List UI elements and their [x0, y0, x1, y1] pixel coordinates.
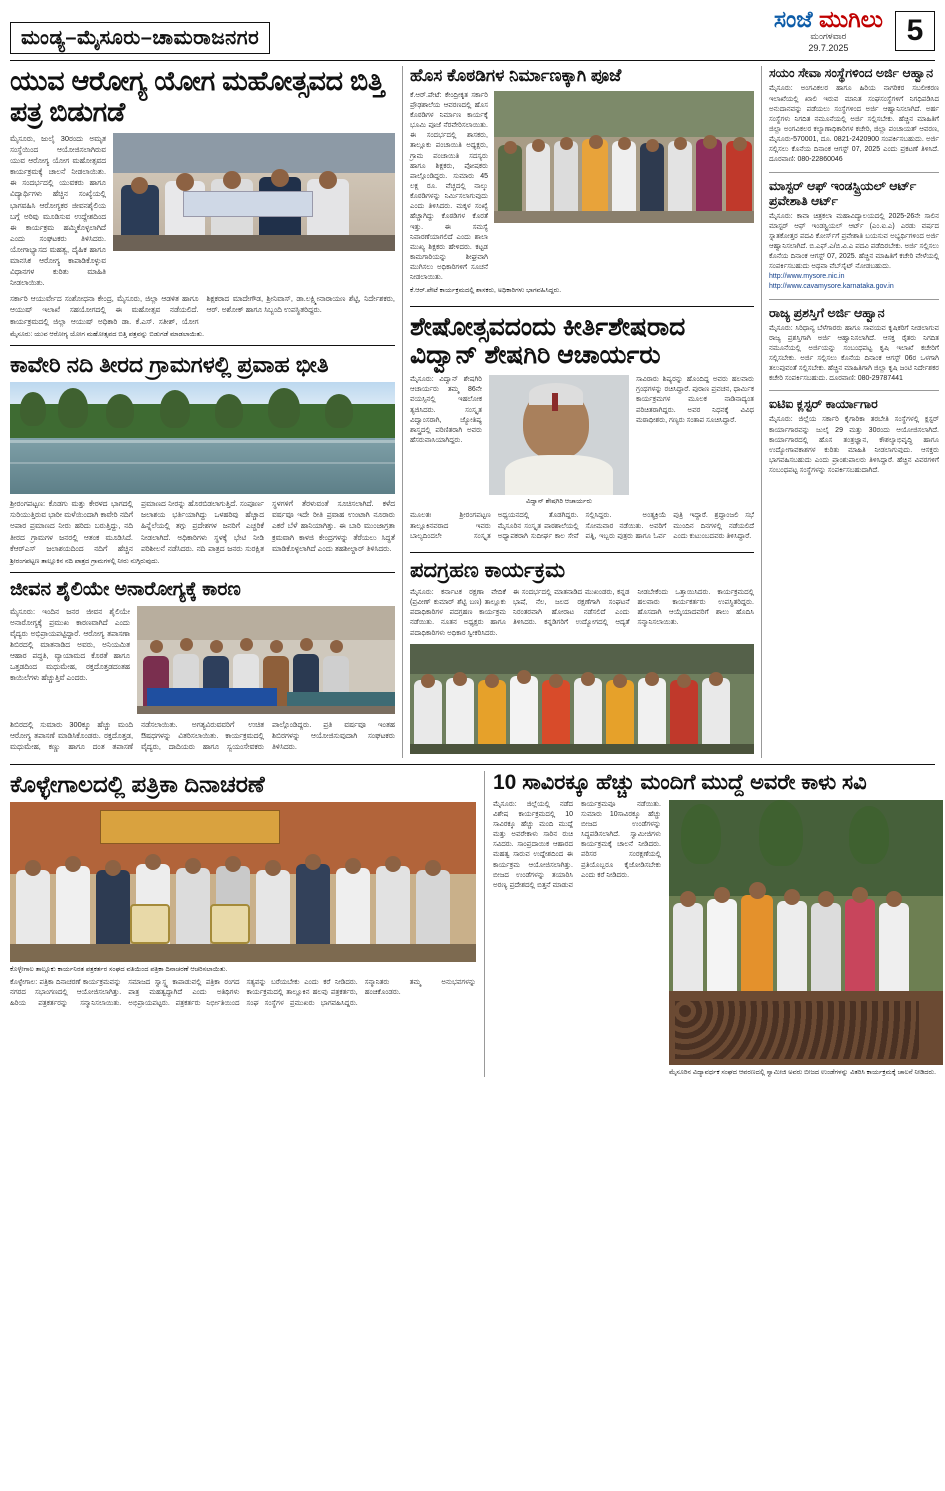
- headline-ngo: ಸಯಂ ಸೇವಾ ಸಂಸ್ಥೆಗಳಿಂದ ಅರ್ಜಿ ಆಹ್ವಾನ: [769, 66, 934, 81]
- article-padagrahana: [410, 559, 754, 754]
- ngo-text: ಮೈಸೂರು: ಅಂಗವಿಕಲರ ಹಾಗೂ ಹಿರಿಯ ನಾಗರಿಕರ ಸಬಲೀಕರಣ ಇಲಾಖೆಯಲ್ಲಿ ಖಾಲಿ ಇರುವ ಮಾನಿತ ಸಂಘಸಂಸ್ಥೆಗಳಿಗೆ ನಿಗಧಿಪಡಿಸಿದ ಅನುದಾನವನ್ನು ಪಡೆಯಲು ಸಂಸ್ಥೆಗಳಿಂದ ಅರ್ಜಿ ಆಹ್ವಾನಿಸಲಾಗಿದೆ. ಅರ್ಹ ಸಂಸ್ಥೆಗಳು ನಿಗದಿತ ನಮೂನೆಯಲ್ಲಿ ಅರ್ಜಿ ಸಲ್ಲಿಸಬೇಕು. ಹೆಚ್ಚಿನ ಮಾಹಿತಿಗೆ ಜಿಲ್ಲಾ ಅಂಗವಿಕಲರ ಕಲ್ಯಾಣಾಧಿಕಾರಿಗಳ ಕಚೇರಿ, ಜಿಲ್ಲಾ ಪಂಚಾಯತ್ ಆವರಣ, ಮೈಸೂರು-570001, ದೂ. 0821-2420900 ಸಂಪರ್ಕಿಸಬಹುದು. ಅರ್ಜಿ ಸಲ್ಲಿಸಲು ಕೊನೆಯ ದಿನಾಂಕ ಆಗಸ್ಟ್ 07, 2025 ಎಂದು ಪ್ರಕಟಣೆ ತಿಳಿಸಿದೆ. ದೂರವಾಣಿ: 080-22860046: [769, 85, 939, 164]
- article-seed-balls: [484, 771, 943, 1077]
- caption-seed-balls: ಮೈಸೂರಿನ ವಿದ್ಯಾವರ್ಧಕ ಸಂಘದ ಆವರಣದಲ್ಲಿ ಸ್ವಾಮೀಜಿ ಅವರು ಬೀಜದ ಉಂಡೆಗಳನ್ನು ವಿತರಿಸಿ ಕಾರ್ಯಕ್ರಮಕ್ಕೆ ಚಾಲನೆ ನೀಡಿದರು.: [669, 1068, 936, 1076]
- headline-padagrahana: ಪದಗ್ರಹಣ ಕಾರ್ಯಕ್ರಮ: [410, 558, 566, 582]
- article-state-award: [769, 306, 939, 385]
- sheshagiri-text-1: ಮೈಸೂರು: ವಿದ್ವಾನ್ ಶೇಷಗಿರಿ ಆಚಾರ್ಯರು ತಮ್ಮ 86ನೇ ವಯಸ್ಸಿನಲ್ಲಿ ಇಹಲೋಕ ತ್ಯಜಿಸಿದರು. ಸಂಸ್ಕೃತ ವಿದ್ವಾಂಸರಾಗಿ, ಜ್ಯೋತಿಷ್ಯ ಶಾಸ್ತ್ರದಲ್ಲಿ ಪರಿಣಿತರಾಗಿ ಅವರು ಹೆಸರುವಾಸಿಯಾಗಿದ್ದರು.: [410, 376, 482, 444]
- headline-mia: ಮಾಸ್ಟರ್ ಆಫ್ ಇಂಡಸ್ಟ್ರಿಯಲ್ ಆರ್ಟ್ ಪ್ರವೇಶಾತಿ ಆರ್ಟ್: [769, 178, 917, 208]
- press-day-text-3: ಕಾರ್ಯಕ್ರಮದಲ್ಲಿ ತಾಲ್ಲೂಕಿನ ಹಲವು ಪತ್ರಕರ್ತರು, ಸಂಘ ಸಂಸ್ಥೆಗಳ ಪ್ರಮುಖರು ಭಾಗವಹಿಸಿದ್ದರು. ಸನ್ಮಾನಿತರು ತಮ್ಮ ಅನುಭವಗಳನ್ನು ಹಂಚಿಕೊಂಡರು.: [246, 979, 476, 1007]
- article-ngo-applications: [769, 66, 939, 165]
- article-lifestyle-health: [10, 579, 395, 752]
- photo-bhoomi-pooja: [494, 91, 754, 223]
- article-kaveri-flood: [10, 352, 395, 566]
- headline-iti: ಐಟಿಐ ಕ್ಲಸ್ಟರ್ ಕಾರ್ಯಾಗಾರ: [769, 397, 878, 412]
- seed-balls-text-1: ಮೈಸೂರು: ಜಿಲ್ಲೆಯಲ್ಲಿ ನಡೆದ ವಿಶೇಷ ಕಾರ್ಯಕ್ರಮದಲ್ಲಿ 10 ಸಾವಿರಕ್ಕೂ ಹೆಚ್ಚು ಮಂದಿ ಮುದ್ದೆ ಮತ್ತು ಅವರೇಕಾಳು ಸಾರಿನ ರುಚಿ ಸವಿದರು. ಸಾಂಪ್ರದಾಯಿಕ ಆಹಾರದ ಮಹತ್ವ ಸಾರುವ ಉದ್ದೇಶದಿಂದ ಈ ಕಾರ್ಯಕ್ರಮ ಆಯೋಜಿಸಲಾಗಿತ್ತು.: [493, 800, 573, 869]
- page-number: 5: [895, 11, 935, 51]
- press-day-text-2: ಸಮಾಜದ ಸ್ವಾಸ್ಥ್ಯ ಕಾಪಾಡುವಲ್ಲಿ ಪತ್ರಿಕಾ ರಂಗದ ಪಾತ್ರ ಮಹತ್ವದ್ದಾಗಿದೆ ಎಂದು ಅತಿಥಿಗಳು ಅಭಿಪ್ರಾಯಪಟ್ಟರು. ಪತ್ರಕರ್ತರು ನಿರ್ಭೀತಿಯಿಂದ ಸತ್ಯವನ್ನು ಬರೆಯಬೇಕು ಎಂದು ಕರೆ ನೀಡಿದರು.: [128, 979, 358, 1007]
- photo-padagrahana-group: [410, 644, 754, 754]
- lifestyle-text-rest: [10, 719, 395, 752]
- lifestyle-text-2: ಶಿಬಿರದಲ್ಲಿ ಸುಮಾರು 300ಕ್ಕೂ ಹೆಚ್ಚು ಮಂದಿ ಆರೋಗ್ಯ ತಪಾಸಣೆ ಮಾಡಿಸಿಕೊಂಡರು. ರಕ್ತದೊತ್ತಡ, ಮಧುಮೇಹ, ಕಣ್ಣು ಹಾಗೂ ದಂತ ತಪಾಸಣೆ ನಡೆಸಲಾಯಿತು. ಅಗತ್ಯವಿರುವವರಿಗೆ ಉಚಿತ ಔಷಧಗಳನ್ನು ವಿತರಿಸಲಾಯಿತು.: [10, 719, 264, 752]
- mia-text: ಮೈಸೂರು: ಕಾವಾ ಚಿತ್ರಕಲಾ ಮಹಾವಿದ್ಯಾಲಯದಲ್ಲಿ 2025-26ನೇ ಸಾಲಿನ ಮಾಸ್ಟರ್ ಆಫ್ ಇಂಡಸ್ಟ್ರಿಯಲ್ ಆರ್ಟ್ (ಎಂ.ಐ.ಎ) ಎರಡು ವರ್ಷದ ಸ್ನಾತಕೋತ್ತರ ಪದವಿ ಕೋರ್ಸ್‌ಗೆ ಪ್ರವೇಶಾತಿ ಬಯಸುವ ಅಭ್ಯರ್ಥಿಗಳಿಂದ ಅರ್ಜಿ ಆಹ್ವಾನಿಸಲಾಗಿದೆ. ಬಿ.ಎಫ್.ಎ/ಬಿ.ವಿ.ಎ ಪದವಿ ಪಡೆದಿರಬೇಕು. ಅರ್ಜಿ ಸಲ್ಲಿಸಲು ಕೊನೆಯ ದಿನಾಂಕ ಆಗಸ್ಟ್ 07, 2025. ಹೆಚ್ಚಿನ ಮಾಹಿತಿಗೆ ಕಚೇರಿ ವೇಳೆಯಲ್ಲಿ ಸಂಪರ್ಕಿಸಬಹುದು ಅಥವಾ ವೆಬ್‌ಸೈಟ್ ನೋಡಬಹುದು.: [769, 212, 939, 271]
- photo-flooded-village: [10, 382, 395, 494]
- sheshagiri-text-4: ಅಂತ್ಯಕ್ರಿಯೆ ಸೋಮವಾರ ನಡೆಯಿತು. ಅವರಿಗೆ ಪತ್ನಿ, ಇಬ್ಬರು ಪುತ್ರರು ಹಾಗೂ ಓರ್ವ ಪುತ್ರಿ ಇದ್ದಾರೆ. ಶ್ರದ್ಧಾಂಜಲಿ ಸಭೆ ಮುಂದಿನ ದಿನಗಳಲ್ಲಿ ನಡೆಯಲಿದೆ ಎಂದು ಕುಟುಂಬದವರು ತಿಳಿಸಿದ್ದಾರೆ.: [585, 512, 754, 540]
- iti-text: ಮೈಸೂರು: ಜಿಲ್ಲೆಯ ಸರ್ಕಾರಿ ಕೈಗಾರಿಕಾ ತರಬೇತಿ ಸಂಸ್ಥೆಗಳಲ್ಲಿ ಕ್ಲಸ್ಟರ್ ಕಾರ್ಯಾಗಾರವನ್ನು ಜುಲೈ 29 ಮತ್ತು 30ರಂದು ಆಯೋಜಿಸಲಾಗಿದೆ. ಕಾರ್ಯಾಗಾರದಲ್ಲಿ ಹೊಸ ತಂತ್ರಜ್ಞಾನ, ಕೌಶಲ್ಯಾಭಿವೃದ್ಧಿ ಹಾಗೂ ಉದ್ಯೋಗಾವಕಾಶಗಳ ಕುರಿತು ಮಾಹಿತಿ ನೀಡಲಾಗುವುದು. ಆಸಕ್ತರು ಭಾಗವಹಿಸಬಹುದು ಎಂದು ಪ್ರಾಂಶುಪಾಲರು ತಿಳಿಸಿದ್ದಾರೆ. ಹೆಚ್ಚಿನ ವಿವರಗಳಿಗೆ ಸಂಬಂಧಪಟ್ಟ ಸಂಸ್ಥೆಗಳನ್ನು ಸಂಪರ್ಕಿಸಬಹುದಾಗಿದೆ.: [769, 416, 939, 475]
- photo-yoga-poster-release: [113, 133, 395, 251]
- brand-sanje: ಸಂಜೆ: [773, 6, 813, 32]
- headline-seed-balls: 10 ಸಾವಿರಕ್ಕೂ ಹೆಚ್ಚು ಮಂದಿಗೆ ಮುದ್ದೆ ಅವರೇ ಕಾಳು ಸವಿ: [493, 770, 867, 794]
- photo-health-camp: [137, 606, 395, 714]
- lifestyle-text-1: ಮೈಸೂರು: ಇಂದಿನ ಜನರ ಜೀವನ ಶೈಲಿಯೇ ಅನಾರೋಗ್ಯಕ್ಕೆ ಪ್ರಮುಖ ಕಾರಣವಾಗಿದೆ ಎಂದು ವೈದ್ಯರು ಅಭಿಪ್ರಾಯಪಟ್ಟಿದ್ದಾರೆ. ಆರೋಗ್ಯ ತಪಾಸಣಾ ಶಿಬಿರದಲ್ಲಿ ಮಾತನಾಡಿದ ಅವರು, ಅನಿಯಮಿತ ಆಹಾರ ಪದ್ಧತಿ, ವ್ಯಾಯಾಮದ ಕೊರತೆ ಹಾಗೂ ಒತ್ತಡದಿಂದ ಮಧುಮೇಹ, ರಕ್ತದೊತ್ತಡದಂತಹ ಕಾಯಿಲೆಗಳು ಹೆಚ್ಚುತ್ತಿವೆ ಎಂದರು.: [10, 606, 130, 683]
- brand-mugilu: ಮುಗಿಲು: [819, 6, 883, 32]
- yoga-text-1: ಮೈಸೂರು, ಜುಲೈ 30ರಂದು ಅಮೃತ ಸಂಸ್ಥೆಯಿಂದ ಆಯೋಜಿಸಲಾಗಿರುವ ಯುವ ಆರೋಗ್ಯ ಯೋಗ ಮಹೋತ್ಸವದ ಕಾರ್ಯಕ್ರಮಕ್ಕೆ ಚಾಲನೆ ನೀಡಲಾಯಿತು. ಈ ಸಂದರ್ಭದಲ್ಲಿ ಯುವಕರು ಹಾಗೂ ವಿದ್ಯಾರ್ಥಿಗಳು ಹೆಚ್ಚಿನ ಸಂಖ್ಯೆಯಲ್ಲಿ ಭಾಗವಹಿಸಿ ಆರೋಗ್ಯಕರ ಜೀವನಶೈಲಿಯ ಬಗ್ಗೆ ಅರಿವು ಮೂಡಿಸುವ ಉದ್ದೇಶದಿಂದ ಈ ಕಾರ್ಯಕ್ರಮ ಹಮ್ಮಿಕೊಳ್ಳಲಾಗಿದೆ ಎಂದು ಸಂಘಟಕರು ತಿಳಿಸಿದರು. ಯೋಗಾಭ್ಯಾಸದ ಮಹತ್ವ, ದೈಹಿಕ ಹಾಗೂ ಮಾನಸಿಕ ಆರೋಗ್ಯ ಕಾಪಾಡಿಕೊಳ್ಳುವ ವಿಧಾನಗಳ ಕುರಿತು ಮಾಹಿತಿ ನೀಡಲಾಯಿತು.: [10, 133, 106, 288]
- brand-logo: [774, 8, 883, 31]
- padagrahana-text-1: ಮೈಸೂರು: ಕರ್ನಾಟಕ ರಕ್ಷಣಾ ವೇದಿಕೆ (ಪ್ರವೀಣ್ ಕುಮಾರ್ ಶೆಟ್ಟಿ ಬಣ) ತಾಲ್ಲೂಕು ಪದಾಧಿಕಾರಿಗಳ ಪದಗ್ರಹಣ ಕಾರ್ಯಕ್ರಮ ನಡೆಯಿತು. ನೂತನ ಅಧ್ಯಕ್ಷರು ಹಾಗೂ ಪದಾಧಿಕಾರಿಗಳು ಅಧಿಕಾರ ಸ್ವೀಕರಿಸಿದರು.: [410, 588, 506, 637]
- mia-url-1[interactable]: http://www.mysore.nic.in: [769, 273, 845, 281]
- article-sheshagiri-obituary: [410, 313, 754, 542]
- headline-kaveri: ಕಾವೇರಿ ನದಿ ತೀರದ ಗ್ರಾಮಗಳಲ್ಲಿ ಪ್ರವಾಹ ಭೀತಿ: [10, 351, 329, 377]
- headline-yoga: ಯುವ ಆರೋಗ್ಯ ಯೋಗ ಮಹೋತ್ಸವದ ಬಿತ್ತಿ ಪತ್ರ ಬಿಡುಗಡೆ: [10, 66, 385, 127]
- padagrahana-text-rest: [513, 588, 754, 629]
- classrooms-text: ಕೆ.ಆರ್.ಪೇಟೆ: ಕೇಂದ್ರೀಕೃತ ಸರ್ಕಾರಿ ಪ್ರೌಢಶಾಲೆಯ ಆವರಣದಲ್ಲಿ ಹೊಸ ಕೊಠಡಿಗಳ ನಿರ್ಮಾಣ ಕಾರ್ಯಕ್ಕೆ ಭೂಮಿ ಪೂಜೆ ನೆರವೇರಿಸಲಾಯಿತು. ಈ ಸಂದರ್ಭದಲ್ಲಿ ಶಾಸಕರು, ತಾಲ್ಲೂಕು ಪಂಚಾಯಿತಿ ಅಧ್ಯಕ್ಷರು, ಗ್ರಾಮ ಪಂಚಾಯಿತಿ ಸದಸ್ಯರು ಹಾಗೂ ಶಿಕ್ಷಕರು, ಪೋಷಕರು ಪಾಲ್ಗೊಂಡಿದ್ದರು. ಸುಮಾರು 45 ಲಕ್ಷ ರೂ. ವೆಚ್ಚದಲ್ಲಿ ನಾಲ್ಕು ಕೊಠಡಿಗಳನ್ನು ನಿರ್ಮಿಸಲಾಗುವುದು ಎಂದು ತಿಳಿಸಿದರು. ಮಕ್ಕಳ ಸಂಖ್ಯೆ ಹೆಚ್ಚಾಗಿದ್ದು ಕೊಠಡಿಗಳ ಕೊರತೆ ಇತ್ತು. ಈ ಸಮಸ್ಯೆ ನಿವಾರಣೆಯಾಗಲಿದೆ ಎಂದು ಶಾಲಾ ಮುಖ್ಯ ಶಿಕ್ಷಕರು ಹೇಳಿದರು. ಕಟ್ಟಡ ಕಾಮಗಾರಿಯನ್ನು ಶೀಘ್ರವಾಗಿ ಮುಗಿಸಲು ಅಧಿಕಾರಿಗಳಿಗೆ ಸೂಚನೆ ನೀಡಲಾಯಿತು.: [410, 91, 488, 282]
- edition-name: ಮಂಡ್ಯ–ಮೈಸೂರು–ಚಾಮರಾಜನಗರ: [10, 22, 270, 54]
- right-column: [761, 66, 939, 757]
- photo-seed-ball-event: [669, 800, 943, 1065]
- yoga-text-2: ಸರ್ಕಾರಿ ಆಯುರ್ವೇದ ಸಂಶೋಧನಾ ಕೇಂದ್ರ, ಮೈಸೂರು, ಜಿಲ್ಲಾ ಆಡಳಿತ ಹಾಗೂ ಆಯುಷ್ ಇಲಾಖೆ ಸಹಯೋಗದಲ್ಲಿ ಈ ಮಹೋತ್ಸವ ನಡೆಯಲಿದೆ. ಕಾರ್ಯಕ್ರಮದಲ್ಲಿ ಜಿಲ್ಲಾ ಆಯುಷ್ ಅಧಿಕಾರಿ ಡಾ. ಕೆ.ಎಸ್. ಸತೀಶ್, ಯೋಗ ಶಿಕ್ಷಕರಾದ ಮಾದೇಗೌಡ, ಶ್ರೀನಿವಾಸ್, ಡಾ.ಲಕ್ಷ್ಮೀನಾರಾಯಣ ಶೆಟ್ಟಿ, ನಿರ್ದೇಶಕರು, ಆರ್. ಅಶೋಕ್ ಹಾಗೂ ಸಿಬ್ಬಂದಿ ಉಪಸ್ಥಿತರಿದ್ದರು.: [10, 294, 395, 326]
- bottom-grid: [10, 771, 935, 1077]
- caption-yoga: ಮೈಸೂರು: ಯುವ ಆರೋಗ್ಯ ಯೋಗ ಮಹೋತ್ಸವದ ಬಿತ್ತಿ ಪತ್ರವನ್ನು ಬಿಡುಗಡೆ ಮಾಡಲಾಯಿತು.: [10, 330, 204, 338]
- top-grid: [10, 66, 939, 757]
- article-iti-cluster: [769, 397, 939, 476]
- article-new-classrooms: [410, 66, 754, 295]
- state-award-text: ಮೈಸೂರು: ಸಿರಿಧಾನ್ಯ ಬೆಳೆಗಾರರು ಹಾಗೂ ಸಾವಯವ ಕೃಷಿಕರಿಗೆ ನೀಡಲಾಗುವ ರಾಜ್ಯ ಪ್ರಶಸ್ತಿಗಾಗಿ ಅರ್ಜಿ ಆಹ್ವಾನಿಸಲಾಗಿದೆ. ಆಸಕ್ತ ರೈತರು ನಿಗದಿತ ನಮೂನೆಯಲ್ಲಿ ಅರ್ಜಿಯನ್ನು ಸಂಬಂಧಪಟ್ಟ ಕೃಷಿ ಇಲಾಖೆ ಕಚೇರಿಗೆ ಸಲ್ಲಿಸಬೇಕು. ಅರ್ಜಿ ಸಲ್ಲಿಸಲು ಕೊನೆಯ ದಿನಾಂಕ ಆಗಸ್ಟ್ 06ರ ಒಳಗಾಗಿ ತಲುಪುವಂತೆ ಸಲ್ಲಿಸಬೇಕು. ಹೆಚ್ಚಿನ ಮಾಹಿತಿಗಾಗಿ ಜಿಲ್ಲಾ ಕೃಷಿ ಜಂಟಿ ನಿರ್ದೇಶಕರ ಕಚೇರಿ ಸಂಪರ್ಕಿಸಬಹುದು. ದೂರವಾಣಿ: 080-29787441: [769, 324, 939, 383]
- issue-date: 29.7.2025: [808, 42, 849, 53]
- press-day-text-1: ಕೊಳ್ಳೇಗಾಲ: ಪತ್ರಿಕಾ ದಿನಾಚರಣೆ ಕಾರ್ಯಕ್ರಮವನ್ನು ನಗರದ ಸಭಾಂಗಣದಲ್ಲಿ ಆಯೋಜಿಸಲಾಗಿತ್ತು. ಹಿರಿಯ ಪತ್ರಕರ್ತರನ್ನು ಸನ್ಮಾನಿಸಲಾಯಿತು.: [10, 979, 122, 1007]
- headline-classrooms: ಹೊಸ ಕೊಠಡಿಗಳ ನಿರ್ಮಾಣಕ್ಕಾಗಿ ಪೂಜೆ: [410, 66, 622, 86]
- masthead: [10, 8, 935, 58]
- sheshagiri-text-2: ಸಾವಿರಾರು ಶಿಷ್ಯರನ್ನು ಹೊಂದಿದ್ದ ಅವರು ಹಲವಾರು ಗ್ರಂಥಗಳನ್ನು ರಚಿಸಿದ್ದಾರೆ. ಪುರಾಣ ಪ್ರವಚನ, ಧಾರ್ಮಿಕ ಕಾರ್ಯಕ್ರಮಗಳ ಮೂಲಕ ನಾಡಿನಾದ್ಯಂತ ಪರಿಚಿತರಾಗಿದ್ದರು. ಅವರ ನಿಧನಕ್ಕೆ ವಿವಿಧ ಮಠಾಧೀಶರು, ಗಣ್ಯರು ಸಂತಾಪ ಸೂಚಿಸಿದ್ದಾರೆ.: [636, 376, 754, 424]
- sheshagiri-text-rest: [410, 511, 754, 541]
- seed-balls-text-2: ಬೀಜದ ಉಂಡೆಗಳನ್ನು ತಯಾರಿಸಿ ಅರಣ್ಯ ಪ್ರದೇಶದಲ್ಲಿ ಬಿತ್ತನೆ ಮಾಡುವ ಕಾರ್ಯಕ್ರಮವೂ ನಡೆಯಿತು. ಸುಮಾರು 10ಸಾವಿರಕ್ಕೂ ಹೆಚ್ಚು ಬೀಜದ ಉಂಡೆಗಳನ್ನು ಸಿದ್ಧಪಡಿಸಲಾಗಿದೆ.: [493, 800, 661, 889]
- brand-block: [774, 8, 935, 54]
- seed-balls-text: [493, 800, 661, 891]
- mia-url-2[interactable]: http://www.cavamysore.karnataka.gov.in: [769, 283, 894, 291]
- photo-press-day-group: [10, 802, 476, 962]
- masthead-rule: [10, 60, 935, 61]
- lifestyle-text-3: ಕಾರ್ಯಕ್ರಮದಲ್ಲಿ ವೈದ್ಯರು, ದಾದಿಯರು ಹಾಗೂ ಸ್ವಯಂಸೇವಕರು ಪಾಲ್ಗೊಂಡಿದ್ದರು. ಪ್ರತಿ ವರ್ಷವೂ ಇಂತಹ ಶಿಬಿರಗಳನ್ನು ಆಯೋಜಿಸುವುದಾಗಿ ಸಂಘಟಕರು ತಿಳಿಸಿದರು.: [141, 719, 395, 752]
- padagrahana-text-3: ಕಾರ್ಯಕ್ರಮದಲ್ಲಿ ಹಲವಾರು ಕಾರ್ಯಕರ್ತರು ಉಪಸ್ಥಿತರಿದ್ದರು. ಹೊಸದಾಗಿ ಆಯ್ಕೆಯಾದವರಿಗೆ ಶಾಲು ಹೊದಿಸಿ ಸನ್ಮಾನಿಸಲಾಯಿತು.: [637, 588, 754, 627]
- kaveri-text-2: ಸಂಪೂರ್ಣ ಜಲಾಶಯ ಭರ್ತಿಯಾಗಿದ್ದು ಒಳಹರಿವು ಹೆಚ್ಚಾದ ಹಿನ್ನೆಲೆಯಲ್ಲಿ ತಗ್ಗು ಪ್ರದೇಶಗಳ ಜನರಿಗೆ ಎಚ್ಚರಿಕೆ ನೀಡಲಾಗಿದೆ. ಅಧಿಕಾರಿಗಳು ಸ್ಥಳಕ್ಕೆ ಭೇಟಿ ನೀಡಿ ಪರಿಶೀಲನೆ ನಡೆಸಿದರು. ನದಿ ಪಾತ್ರದ ಜನರು ಸುರಕ್ಷಿತ ಸ್ಥಳಗಳಿಗೆ ತೆರಳುವಂತೆ ಸೂಚಿಸಲಾಗಿದೆ.: [141, 499, 374, 553]
- headline-state-award: ರಾಜ್ಯ ಪ್ರಶಸ್ತಿಗೆ ಅರ್ಜಿ ಆಹ್ವಾನ: [769, 305, 885, 320]
- seed-balls-text-3: ಸ್ವಾಮೀಜಿಗಳು ಕಾರ್ಯಕ್ರಮಕ್ಕೆ ಚಾಲನೆ ನೀಡಿದರು. ಪರಿಸರ ಸಂರಕ್ಷಣೆಯಲ್ಲಿ ಪ್ರತಿಯೊಬ್ಬರೂ ಕೈಜೋಡಿಸಬೇಕು ಎಂದು ಕರೆ ನೀಡಿದರು.: [581, 831, 661, 879]
- photo-sheshagiri-portrait: [489, 375, 629, 495]
- sheshagiri-text-3: ಮೂಲತಃ ಶ್ರೀರಂಗಪಟ್ಟಣ ತಾಲ್ಲೂಕಿನವರಾದ ಇವರು ಬಾಲ್ಯದಿಂದಲೇ ಸಂಸ್ಕೃತ ಅಧ್ಯಯನದಲ್ಲಿ ತೊಡಗಿದ್ದರು. ಮೈಸೂರಿನ ಸಂಸ್ಕೃತ ಪಾಠಶಾಲೆಯಲ್ಲಿ ಅಧ್ಯಾಪಕರಾಗಿ ಸುದೀರ್ಘ ಕಾಲ ಸೇವೆ ಸಲ್ಲಿಸಿದ್ದರು.: [410, 512, 612, 540]
- headline-lifestyle: ಜೀವನ ಶೈಲಿಯೇ ಅನಾರೋಗ್ಯಕ್ಕೆ ಕಾರಣ: [10, 578, 241, 600]
- kaveri-text-3: ಕಳೆದ ವರ್ಷವೂ ಇದೇ ರೀತಿ ಪ್ರವಾಹ ಉಂಟಾಗಿ ನೂರಾರು ಎಕರೆ ಬೆಳೆ ಹಾನಿಯಾಗಿತ್ತು. ಈ ಬಾರಿ ಮುಂಜಾಗ್ರತಾ ಕ್ರಮವಾಗಿ ಕಾಳಜಿ ಕೇಂದ್ರಗಳನ್ನು ತೆರೆಯಲು ಸಿದ್ಧತೆ ಮಾಡಿಕೊಳ್ಳಲಾಗಿದೆ ಎಂದು ತಹಶೀಲ್ದಾರ್ ತಿಳಿಸಿದರು.: [272, 499, 395, 553]
- kaveri-text-1: ಶ್ರೀರಂಗಪಟ್ಟಣ: ಕೊಡಗು ಮತ್ತು ಕೇರಳದ ಭಾಗದಲ್ಲಿ ಸುರಿಯುತ್ತಿರುವ ಭಾರೀ ಮಳೆಯಿಂದಾಗಿ ಕಾವೇರಿ ನದಿಗೆ ಅಪಾರ ಪ್ರಮಾಣದ ನೀರು ಹರಿದು ಬರುತ್ತಿದ್ದು, ನದಿ ತೀರದ ಗ್ರಾಮಗಳ ಜನರಲ್ಲಿ ಆತಂಕ ಮೂಡಿಸಿದೆ. ಕೆಆರ್‌ಎಸ್ ಜಲಾಶಯದಿಂದ ನದಿಗೆ ಹೆಚ್ಚಿನ ಪ್ರಮಾಣದ ನೀರನ್ನು ಹೊರಬಿಡಲಾಗುತ್ತಿದೆ.: [10, 499, 238, 553]
- caption-sheshagiri: ವಿದ್ವಾನ್ ಶೇಷಗಿರಿ ಆಚಾರ್ಯರು: [525, 498, 593, 506]
- left-column: [10, 66, 395, 757]
- kaveri-text: [10, 498, 395, 554]
- article-yoga-festival: [10, 66, 395, 339]
- padagrahana-text-2: ಈ ಸಂದರ್ಭದಲ್ಲಿ ಮಾತನಾಡಿದ ಮುಖಂಡರು, ಕನ್ನಡ ಭಾಷೆ, ನೆಲ, ಜಲದ ರಕ್ಷಣೆಗಾಗಿ ಸಂಘಟನೆ ನಿರಂತರವಾಗಿ ಹೋರಾಟ ನಡೆಸಲಿದೆ ಎಂದು ತಿಳಿಸಿದರು. ಕನ್ನಡಿಗರಿಗೆ ಉದ್ಯೋಗದಲ್ಲಿ ಆದ್ಯತೆ ನೀಡಬೇಕೆಂದು ಒತ್ತಾಯಿಸಿದರು.: [513, 588, 711, 627]
- caption-kaveri: ಶ್ರೀರಂಗಪಟ್ಟಣ ತಾಲ್ಲೂಕಿನ ನದಿ ಪಾತ್ರದ ಗ್ರಾಮಗಳಲ್ಲಿ ನೀರು ನುಗ್ಗಿರುವುದು.: [10, 557, 160, 565]
- caption-classrooms: ಕೆ.ಆರ್.ಪೇಟೆ ಕಾರ್ಯಕ್ರಮದಲ್ಲಿ ಶಾಸಕರು, ಅಧಿಕಾರಿಗಳು ಭಾಗವಹಿಸಿದ್ದರು.: [410, 287, 562, 295]
- article-mia-admission: [769, 179, 939, 293]
- middle-column: [402, 66, 754, 757]
- headline-sheshagiri: ಶೇಷೋತ್ಸವದಂದು ಕೀರ್ತಿಶೇಷರಾದ ವಿದ್ವಾನ್ ಶೇಷಗಿರಿ ಆಚಾರ್ಯರು: [410, 312, 686, 370]
- press-day-text: [10, 978, 476, 1008]
- caption-press-day: ಕೊಳ್ಳೇಗಾಲ ತಾಲ್ಲೂಕು ಕಾರ್ಯನಿರತ ಪತ್ರಕರ್ತರ ಸಂಘದ ವತಿಯಿಂದ ಪತ್ರಿಕಾ ದಿನಾಚರಣೆ ಆಚರಿಸಲಾಯಿತು.: [10, 966, 228, 974]
- issue-day: ಮಂಗಳವಾರ: [810, 31, 847, 41]
- article-press-day: [10, 771, 476, 1077]
- headline-press-day: ಕೊಳ್ಳೇಗಾಲದಲ್ಲಿ ಪತ್ರಿಕಾ ದಿನಾಚರಣೆ: [10, 770, 265, 797]
